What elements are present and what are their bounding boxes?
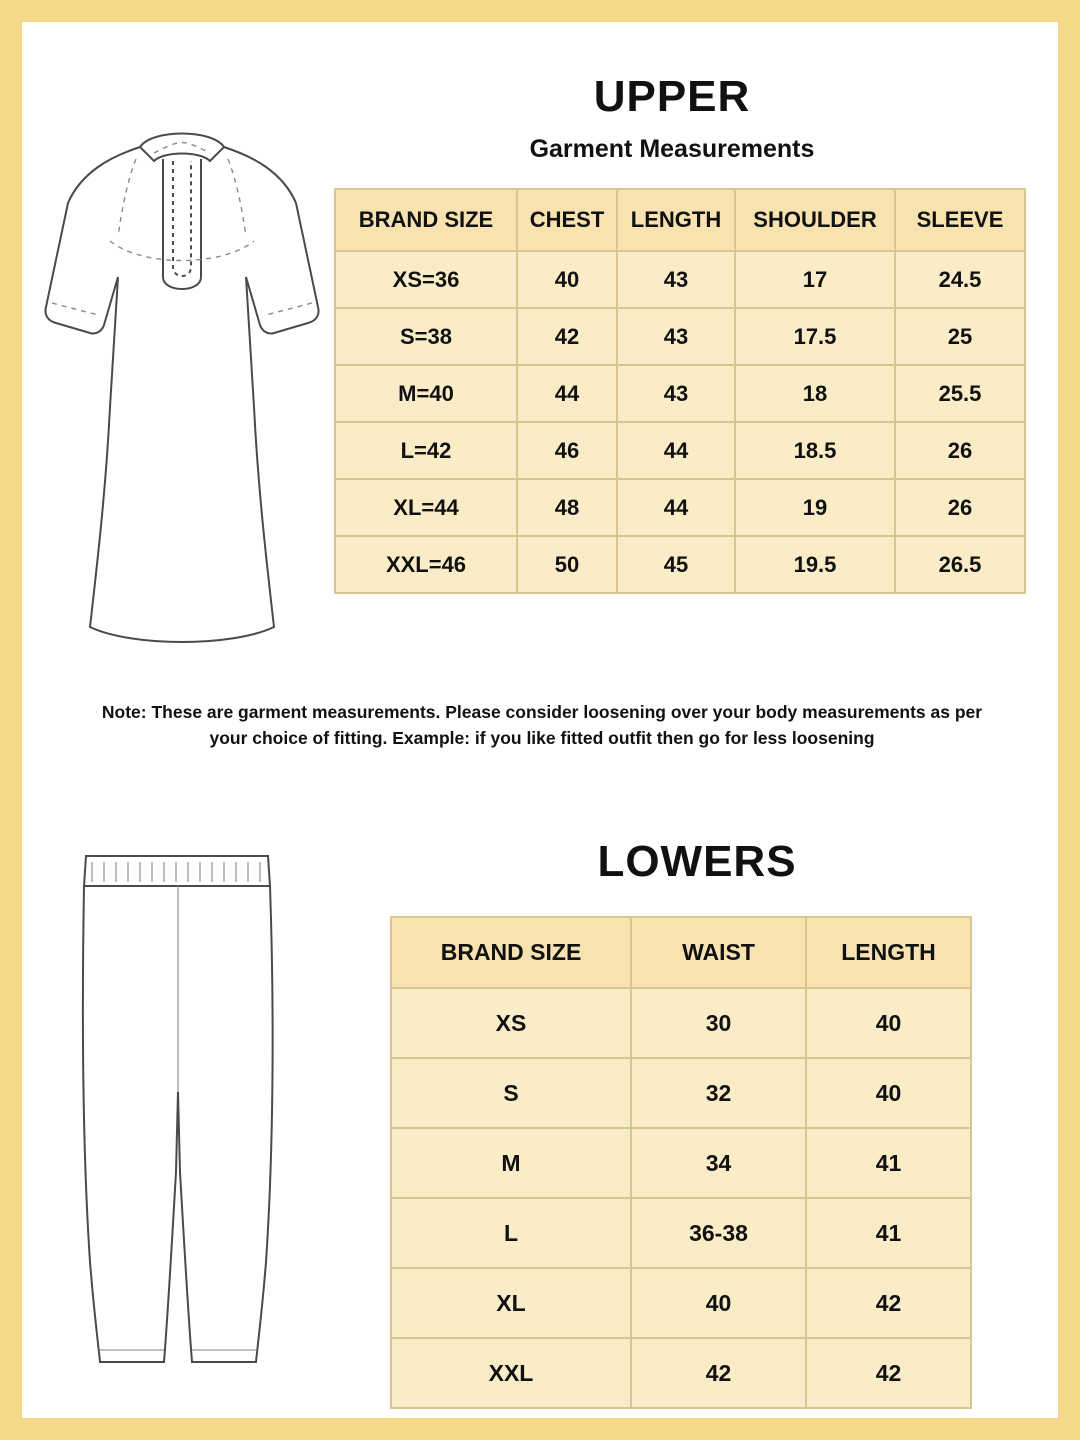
cell-length: 44 xyxy=(617,479,735,536)
kurta-illustration xyxy=(32,107,332,667)
upper-subtitle: Garment Measurements xyxy=(529,135,815,163)
upper-size-table xyxy=(334,188,1026,594)
cell-sleeve: 25.5 xyxy=(895,365,1025,422)
table-header-row xyxy=(391,917,971,988)
cell-length: 42 xyxy=(806,1338,971,1408)
cell-shoulder: 18.5 xyxy=(735,422,895,479)
cell-sleeve: 26 xyxy=(895,479,1025,536)
cell-length: 40 xyxy=(806,988,971,1058)
table-row xyxy=(391,1058,971,1128)
lowers-title: LOWERS xyxy=(597,837,797,886)
column-header: BRAND SIZE xyxy=(335,189,517,251)
cell-brand-size: L xyxy=(391,1198,631,1268)
cell-shoulder: 17 xyxy=(735,251,895,308)
cell-sleeve: 24.5 xyxy=(895,251,1025,308)
cell-sleeve: 26.5 xyxy=(895,536,1025,593)
cell-length: 43 xyxy=(617,365,735,422)
cell-length: 41 xyxy=(806,1128,971,1198)
cell-waist: 30 xyxy=(631,988,806,1058)
cell-chest: 44 xyxy=(517,365,617,422)
cell-shoulder: 18 xyxy=(735,365,895,422)
cell-brand-size: XS xyxy=(391,988,631,1058)
table-row xyxy=(391,1128,971,1198)
cell-chest: 40 xyxy=(517,251,617,308)
cell-brand-size: XL=44 xyxy=(335,479,517,536)
table-header-row xyxy=(335,189,1025,251)
upper-title-container xyxy=(322,72,1022,122)
column-header: BRAND SIZE xyxy=(391,917,631,988)
cell-brand-size: S=38 xyxy=(335,308,517,365)
column-header: CHEST xyxy=(517,189,617,251)
cell-waist: 32 xyxy=(631,1058,806,1128)
cell-brand-size: M xyxy=(391,1128,631,1198)
lowers-size-table xyxy=(390,916,972,1409)
cell-waist: 40 xyxy=(631,1268,806,1338)
measurement-note: Note: These are garment measurements. Please consider loosening over your body measurements as per your choice of fitting. Example: if you like fitted outfit then go for less loosening xyxy=(101,702,983,749)
cell-waist: 34 xyxy=(631,1128,806,1198)
cell-chest: 42 xyxy=(517,308,617,365)
upper-title: UPPER xyxy=(593,72,751,121)
table-row xyxy=(391,988,971,1058)
table-row xyxy=(335,479,1025,536)
table-row xyxy=(335,422,1025,479)
table-row xyxy=(391,1268,971,1338)
upper-section xyxy=(22,22,1058,762)
size-chart-page xyxy=(22,22,1058,1418)
table-row xyxy=(335,365,1025,422)
cell-length: 45 xyxy=(617,536,735,593)
column-header: SHOULDER xyxy=(735,189,895,251)
pyjama-illustration xyxy=(52,842,322,1387)
cell-brand-size: M=40 xyxy=(335,365,517,422)
cell-chest: 48 xyxy=(517,479,617,536)
cell-shoulder: 19 xyxy=(735,479,895,536)
column-header: WAIST xyxy=(631,917,806,988)
cell-chest: 50 xyxy=(517,536,617,593)
cell-chest: 46 xyxy=(517,422,617,479)
table-row xyxy=(335,536,1025,593)
cell-brand-size: XXL xyxy=(391,1338,631,1408)
cell-brand-size: L=42 xyxy=(335,422,517,479)
cell-brand-size: S xyxy=(391,1058,631,1128)
column-header: LENGTH xyxy=(806,917,971,988)
table-row xyxy=(391,1338,971,1408)
cell-waist: 42 xyxy=(631,1338,806,1408)
cell-brand-size: XL xyxy=(391,1268,631,1338)
cell-sleeve: 25 xyxy=(895,308,1025,365)
cell-shoulder: 19.5 xyxy=(735,536,895,593)
cell-brand-size: XXL=46 xyxy=(335,536,517,593)
cell-length: 41 xyxy=(806,1198,971,1268)
cell-length: 40 xyxy=(806,1058,971,1128)
upper-subtitle-container xyxy=(322,135,1022,164)
cell-sleeve: 26 xyxy=(895,422,1025,479)
lowers-title-container xyxy=(372,837,1022,887)
cell-length: 43 xyxy=(617,251,735,308)
cell-waist: 36-38 xyxy=(631,1198,806,1268)
table-row xyxy=(335,251,1025,308)
cell-length: 43 xyxy=(617,308,735,365)
column-header: LENGTH xyxy=(617,189,735,251)
table-row xyxy=(391,1198,971,1268)
cell-length: 42 xyxy=(806,1268,971,1338)
column-header: SLEEVE xyxy=(895,189,1025,251)
cell-length: 44 xyxy=(617,422,735,479)
cell-shoulder: 17.5 xyxy=(735,308,895,365)
table-row xyxy=(335,308,1025,365)
cell-brand-size: XS=36 xyxy=(335,251,517,308)
